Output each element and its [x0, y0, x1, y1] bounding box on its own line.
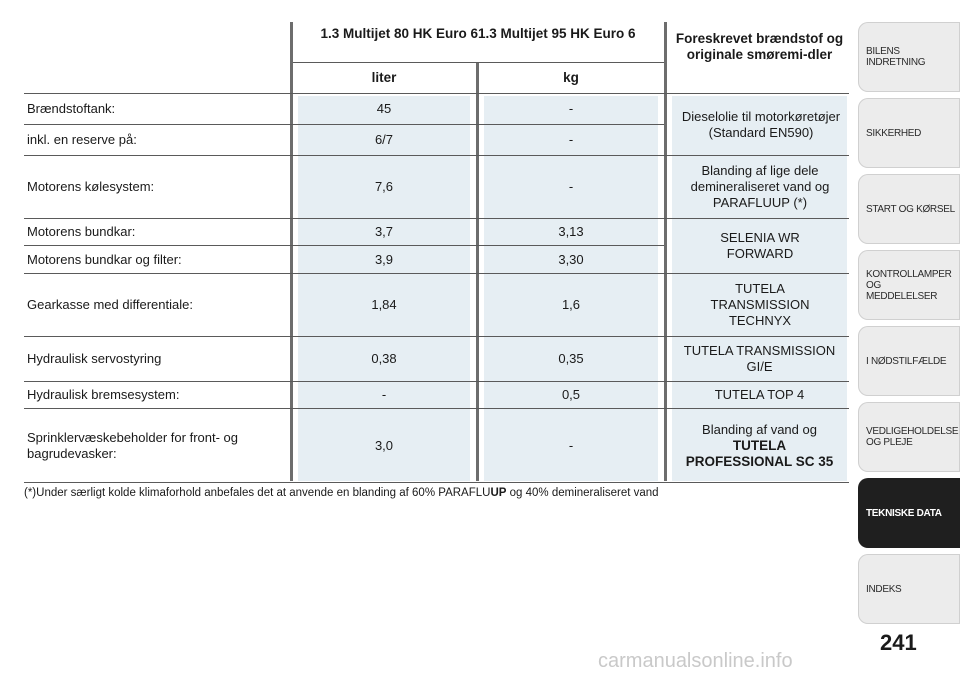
footnote-text: (*)Under særligt kolde klimaforhold anbefales det at anvende en blanding af 60% PARAFLU: [24, 487, 491, 499]
fluid-washer-intro: Blanding af vand og: [702, 421, 817, 437]
tab-bilens-indretning[interactable]: BILENS INDRETNING: [858, 22, 960, 92]
liter-value: 0,38: [371, 351, 397, 366]
liter-value: 3,0: [374, 437, 394, 453]
kg-value: 0,35: [558, 351, 584, 366]
kg-value: -: [568, 179, 574, 194]
engine-header: 1.3 Multijet 80 HK Euro 61.3 Multijet 95 HK Euro 6: [320, 26, 636, 41]
tab-indeks[interactable]: INDEKS: [858, 554, 960, 624]
tab-kontrollamper[interactable]: KONTROLLAMPER OG MEDDELELSER: [858, 250, 960, 320]
kg-value: 3,30: [558, 251, 584, 267]
kg-value: -: [568, 132, 574, 147]
footnote-text-end: og 40% demineraliseret vand: [506, 487, 659, 499]
row-label: Sprinklervæskebeholder for front- og bagrudevasker:: [27, 429, 238, 461]
fluid-steering: TUTELA TRANSMISSION GI/E: [683, 343, 836, 374]
row-label: Motorens bundkar:: [27, 224, 136, 239]
kg-value: -: [568, 101, 574, 116]
row-label: Motorens kølesystem:: [27, 179, 155, 194]
kg-value: 1,6: [561, 297, 581, 312]
row-label: inkl. en reserve på:: [27, 132, 137, 147]
fluid-brake: TUTELA TOP 4: [714, 387, 805, 402]
row-rule: [24, 482, 849, 483]
fluid-gearbox: TUTELA TRANSMISSION TECHNYX: [710, 281, 810, 328]
fluids-header: Foreskrevet brændstof og originale smøremi-dler: [675, 31, 844, 62]
liter-value: 45: [376, 101, 392, 116]
tab-tekniske-data[interactable]: TEKNISKE DATA: [858, 478, 960, 548]
fluid-washer-product: TUTELA PROFESSIONAL SC 35: [685, 437, 834, 469]
page-number: 241: [880, 630, 917, 655]
liter-value: 3,7: [374, 224, 394, 239]
row-label: Hydraulisk bremsesystem:: [27, 387, 180, 402]
unit-liter: liter: [371, 70, 397, 85]
tab-vedligeholdelse[interactable]: VEDLIGEHOLDELSE OG PLEJE: [858, 402, 960, 472]
footnote: [24, 487, 659, 499]
fluid-diesel: Dieselolie til motorkøretøjer (Standard EN590): [681, 108, 841, 140]
separator-label-value: [290, 22, 293, 481]
fluid-engine-oil: SELENIA WR FORWARD: [720, 230, 800, 261]
liter-value: 7,6: [374, 179, 394, 194]
row-label: Motorens bundkar og filter:: [27, 251, 182, 267]
liter-value: 1,84: [371, 297, 397, 312]
liter-value: 3,9: [374, 251, 394, 267]
row-label: Gearkasse med differentiale:: [27, 297, 193, 312]
fluid-washer: [672, 409, 847, 482]
liter-value: -: [381, 387, 387, 402]
footnote-bold: UP: [490, 487, 507, 499]
header-divider: [293, 62, 664, 63]
liter-value: 6/7: [374, 132, 394, 147]
watermark: carmanualsonline.info: [598, 650, 793, 672]
kg-value: 3,13: [558, 224, 584, 239]
tab-i-nodstilfaelde[interactable]: I NØDSTILFÆLDE: [858, 326, 960, 396]
row-label: Brændstoftank:: [27, 101, 116, 116]
separator-kg-fluids: [664, 22, 667, 481]
fluid-coolant: Blanding af lige dele demineraliseret vand og PARAFLUUP (*): [690, 163, 830, 210]
tab-start-og-korsel[interactable]: START OG KØRSEL: [858, 174, 960, 244]
row-label: Hydraulisk servostyring: [27, 351, 162, 366]
tab-sikkerhed[interactable]: SIKKERHED: [858, 98, 960, 168]
unit-kg: kg: [563, 70, 579, 85]
kg-value: -: [568, 437, 574, 453]
kg-value: 0,5: [561, 387, 581, 402]
